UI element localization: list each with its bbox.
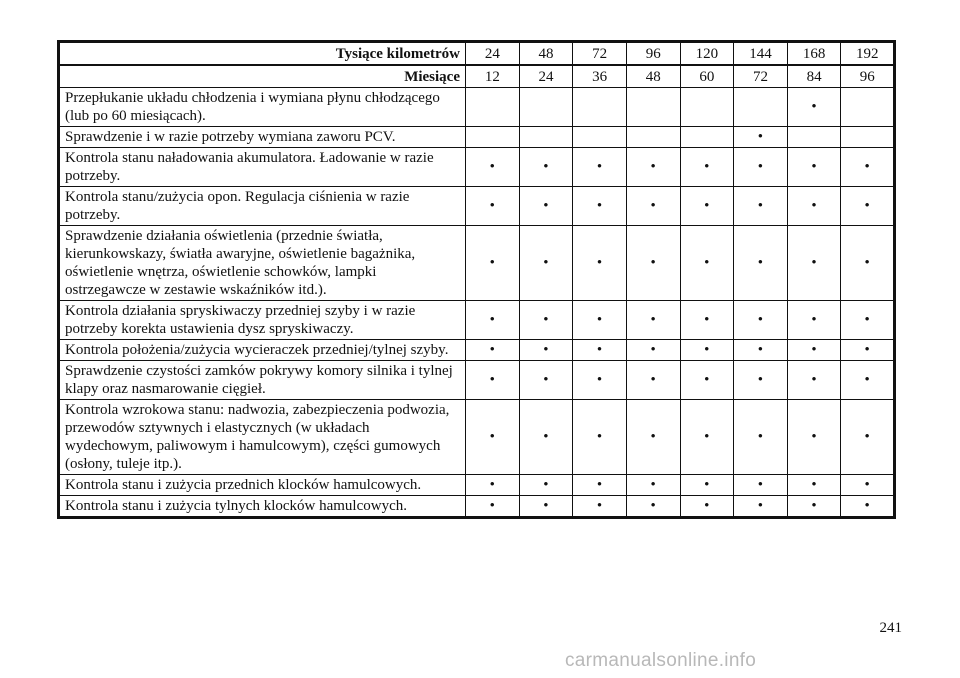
bullet-mark: • [704, 312, 710, 328]
schedule-row [59, 226, 895, 301]
month-cell: 60 [680, 65, 734, 88]
task-description: Sprawdzenie działania oświetlenia (przednie światła, kierunkowskazy, światła awaryjne, oświetlenie bagażnika, oświetlenie wnętrza, oświetlenie schowków, lampki ostrzegawcze w zestawie wskaźników itd.). [59, 226, 466, 301]
bullet-mark: • [650, 372, 656, 388]
bullet-mark: • [704, 429, 710, 445]
service-mark-cell [680, 187, 734, 226]
service-mark-cell [626, 475, 680, 496]
bullet-mark: • [489, 198, 495, 214]
task-description: Kontrola działania spryskiwaczy przedniej szyby i w razie potrzeby korekta ustawienia dysz spryskiwaczy. [59, 301, 466, 340]
bullet-mark: • [543, 429, 549, 445]
bullet-mark: • [650, 198, 656, 214]
service-mark-cell [466, 496, 520, 518]
km-cell: 48 [519, 42, 573, 66]
service-mark-cell [841, 496, 895, 518]
bullet-mark: • [650, 159, 656, 175]
bullet-mark: • [757, 498, 764, 514]
bullet-mark: • [864, 477, 870, 493]
bullet-mark: • [543, 159, 549, 175]
service-mark-cell [626, 187, 680, 226]
bullet-mark: • [650, 498, 656, 514]
bullet-mark: • [543, 498, 549, 514]
km-cell: 24 [466, 42, 520, 66]
service-mark-cell [573, 496, 627, 518]
service-mark-cell [734, 340, 788, 361]
bullet-mark: • [811, 429, 817, 445]
bullet-mark: • [489, 255, 495, 271]
service-mark-cell [626, 400, 680, 475]
empty-cell [466, 88, 520, 127]
bullet-mark: • [543, 477, 549, 493]
bullet-mark: • [650, 477, 656, 493]
service-mark-cell [841, 226, 895, 301]
service-mark-cell [626, 148, 680, 187]
task-description: Kontrola stanu/zużycia opon. Regulacja ciśnienia w razie potrzeby. [59, 187, 466, 226]
bullet-mark: • [650, 429, 656, 445]
service-mark-cell [466, 187, 520, 226]
service-mark-cell [680, 475, 734, 496]
bullet-mark: • [489, 312, 495, 328]
bullet-mark: • [596, 477, 603, 493]
empty-cell [573, 127, 627, 148]
service-mark-cell [734, 475, 788, 496]
schedule-row [59, 496, 895, 518]
service-mark-cell [787, 187, 841, 226]
service-mark-cell [841, 340, 895, 361]
maintenance-schedule-table [57, 40, 896, 519]
service-mark-cell [841, 187, 895, 226]
km-cell: 168 [787, 42, 841, 66]
service-mark-cell [573, 400, 627, 475]
km-cell: 120 [680, 42, 734, 66]
task-description: Kontrola stanu i zużycia przednich klocków hamulcowych. [59, 475, 466, 496]
empty-cell [787, 127, 841, 148]
bullet-mark: • [650, 342, 656, 358]
bullet-mark: • [489, 477, 495, 493]
bullet-mark: • [811, 99, 817, 115]
bullet-mark: • [650, 255, 656, 271]
bullet-mark: • [489, 429, 495, 445]
bullet-mark: • [811, 477, 817, 493]
bullet-mark: • [704, 477, 710, 493]
header-row-kilometers [59, 42, 895, 66]
task-description: Kontrola wzrokowa stanu: nadwozia, zabezpieczenia podwozia, przewodów sztywnych i elastycznych (w układach wydechowym, paliwowym i hamulcowym), części gumowych (osłony, tuleje itp.). [59, 400, 466, 475]
task-description: Sprawdzenie czystości zamków pokrywy komory silnika i tylnej klapy oraz nasmarowanie cięgieł. [59, 361, 466, 400]
bullet-mark: • [811, 342, 817, 358]
service-mark-cell [787, 400, 841, 475]
service-mark-cell [787, 226, 841, 301]
service-mark-cell [466, 475, 520, 496]
empty-cell [466, 127, 520, 148]
bullet-mark: • [543, 372, 549, 388]
task-description: Kontrola stanu naładowania akumulatora. Ładowanie w razie potrzeby. [59, 148, 466, 187]
service-mark-cell [841, 475, 895, 496]
service-mark-cell [680, 361, 734, 400]
km-cell: 192 [841, 42, 895, 66]
task-description: Kontrola położenia/zużycia wycieraczek przedniej/tylnej szyby. [59, 340, 466, 361]
service-mark-cell [787, 475, 841, 496]
bullet-mark: • [596, 498, 603, 514]
bullet-mark: • [596, 312, 603, 328]
schedule-row [59, 187, 895, 226]
service-mark-cell [734, 361, 788, 400]
service-mark-cell [573, 361, 627, 400]
service-mark-cell [519, 400, 573, 475]
km-cell: 72 [573, 42, 627, 66]
task-description: Kontrola stanu i zużycia tylnych klocków hamulcowych. [59, 496, 466, 518]
schedule-row [59, 127, 895, 148]
bullet-mark: • [489, 498, 495, 514]
empty-cell [841, 88, 895, 127]
bullet-mark: • [596, 198, 603, 214]
service-mark-cell [734, 127, 788, 148]
header-row-months [59, 65, 895, 88]
month-cell: 48 [626, 65, 680, 88]
service-mark-cell [466, 361, 520, 400]
bullet-mark: • [704, 159, 710, 175]
service-mark-cell [519, 340, 573, 361]
service-mark-cell [787, 301, 841, 340]
bullet-mark: • [704, 198, 710, 214]
bullet-mark: • [704, 255, 710, 271]
empty-cell [519, 88, 573, 127]
empty-cell [626, 127, 680, 148]
bullet-mark: • [864, 429, 870, 445]
schedule-row [59, 88, 895, 127]
service-mark-cell [519, 475, 573, 496]
km-cell: 96 [626, 42, 680, 66]
bullet-mark: • [757, 312, 764, 328]
service-mark-cell [680, 226, 734, 301]
task-description: Sprawdzenie i w razie potrzeby wymiana zaworu PCV. [59, 127, 466, 148]
service-mark-cell [787, 340, 841, 361]
empty-cell [680, 88, 734, 127]
bullet-mark: • [757, 342, 764, 358]
service-mark-cell [573, 148, 627, 187]
service-mark-cell [734, 148, 788, 187]
task-description: Przepłukanie układu chłodzenia i wymiana płynu chłodzącego (lub po 60 miesiącach). [59, 88, 466, 127]
schedule-row [59, 148, 895, 187]
service-mark-cell [519, 301, 573, 340]
service-mark-cell [466, 226, 520, 301]
service-mark-cell [734, 301, 788, 340]
service-mark-cell [519, 361, 573, 400]
schedule-body [59, 42, 895, 518]
service-mark-cell [841, 148, 895, 187]
service-mark-cell [734, 496, 788, 518]
bullet-mark: • [596, 255, 603, 271]
watermark: carmanualsonline.info [565, 650, 757, 671]
service-mark-cell [680, 496, 734, 518]
header-months-label: Miesiące [59, 65, 466, 88]
service-mark-cell [519, 226, 573, 301]
header-kilometers-label: Tysiące kilometrów [59, 42, 466, 66]
service-mark-cell [841, 301, 895, 340]
km-cell: 144 [734, 42, 788, 66]
service-mark-cell [573, 301, 627, 340]
service-mark-cell [519, 496, 573, 518]
bullet-mark: • [811, 198, 817, 214]
service-mark-cell [519, 187, 573, 226]
bullet-mark: • [596, 429, 603, 445]
empty-cell [680, 127, 734, 148]
month-cell: 12 [466, 65, 520, 88]
service-mark-cell [734, 226, 788, 301]
bullet-mark: • [864, 159, 870, 175]
service-mark-cell [680, 340, 734, 361]
bullet-mark: • [596, 372, 603, 388]
bullet-mark: • [543, 198, 549, 214]
empty-cell [626, 88, 680, 127]
bullet-mark: • [757, 198, 764, 214]
bullet-mark: • [489, 159, 495, 175]
bullet-mark: • [811, 312, 817, 328]
service-mark-cell [466, 301, 520, 340]
bullet-mark: • [757, 429, 764, 445]
bullet-mark: • [864, 255, 870, 271]
bullet-mark: • [596, 159, 603, 175]
bullet-mark: • [811, 159, 817, 175]
service-mark-cell [787, 148, 841, 187]
service-mark-cell [734, 187, 788, 226]
service-mark-cell [626, 226, 680, 301]
bullet-mark: • [811, 372, 817, 388]
schedule-row [59, 301, 895, 340]
bullet-mark: • [864, 372, 870, 388]
bullet-mark: • [757, 159, 764, 175]
schedule-row [59, 361, 895, 400]
bullet-mark: • [704, 372, 710, 388]
schedule-row [59, 475, 895, 496]
service-mark-cell [680, 148, 734, 187]
bullet-mark: • [650, 312, 656, 328]
bullet-mark: • [811, 255, 817, 271]
schedule-row [59, 400, 895, 475]
bullet-mark: • [543, 312, 549, 328]
service-mark-cell [626, 301, 680, 340]
service-mark-cell [626, 340, 680, 361]
month-cell: 36 [573, 65, 627, 88]
service-mark-cell [519, 148, 573, 187]
service-mark-cell [787, 361, 841, 400]
bullet-mark: • [704, 498, 710, 514]
bullet-mark: • [543, 255, 549, 271]
service-mark-cell [573, 187, 627, 226]
service-mark-cell [734, 400, 788, 475]
month-cell: 84 [787, 65, 841, 88]
service-mark-cell [787, 496, 841, 518]
service-mark-cell [466, 148, 520, 187]
empty-cell [734, 88, 788, 127]
service-mark-cell [841, 400, 895, 475]
empty-cell [841, 127, 895, 148]
bullet-mark: • [489, 342, 495, 358]
bullet-mark: • [864, 498, 870, 514]
service-mark-cell [573, 475, 627, 496]
bullet-mark: • [864, 342, 870, 358]
bullet-mark: • [757, 129, 764, 145]
bullet-mark: • [811, 498, 817, 514]
month-cell: 96 [841, 65, 895, 88]
bullet-mark: • [543, 342, 549, 358]
service-mark-cell [573, 340, 627, 361]
bullet-mark: • [704, 342, 710, 358]
service-mark-cell [680, 301, 734, 340]
service-mark-cell [626, 496, 680, 518]
service-mark-cell [680, 400, 734, 475]
month-cell: 72 [734, 65, 788, 88]
schedule-row [59, 340, 895, 361]
bullet-mark: • [757, 372, 764, 388]
bullet-mark: • [757, 477, 764, 493]
service-mark-cell [466, 340, 520, 361]
bullet-mark: • [596, 342, 603, 358]
empty-cell [519, 127, 573, 148]
bullet-mark: • [489, 372, 495, 388]
service-mark-cell [787, 88, 841, 127]
service-mark-cell [626, 361, 680, 400]
bullet-mark: • [864, 198, 870, 214]
month-cell: 24 [519, 65, 573, 88]
bullet-mark: • [757, 255, 764, 271]
page-number: 241 [879, 620, 902, 636]
bullet-mark: • [864, 312, 870, 328]
empty-cell [573, 88, 627, 127]
service-mark-cell [466, 400, 520, 475]
service-mark-cell [841, 361, 895, 400]
service-mark-cell [573, 226, 627, 301]
